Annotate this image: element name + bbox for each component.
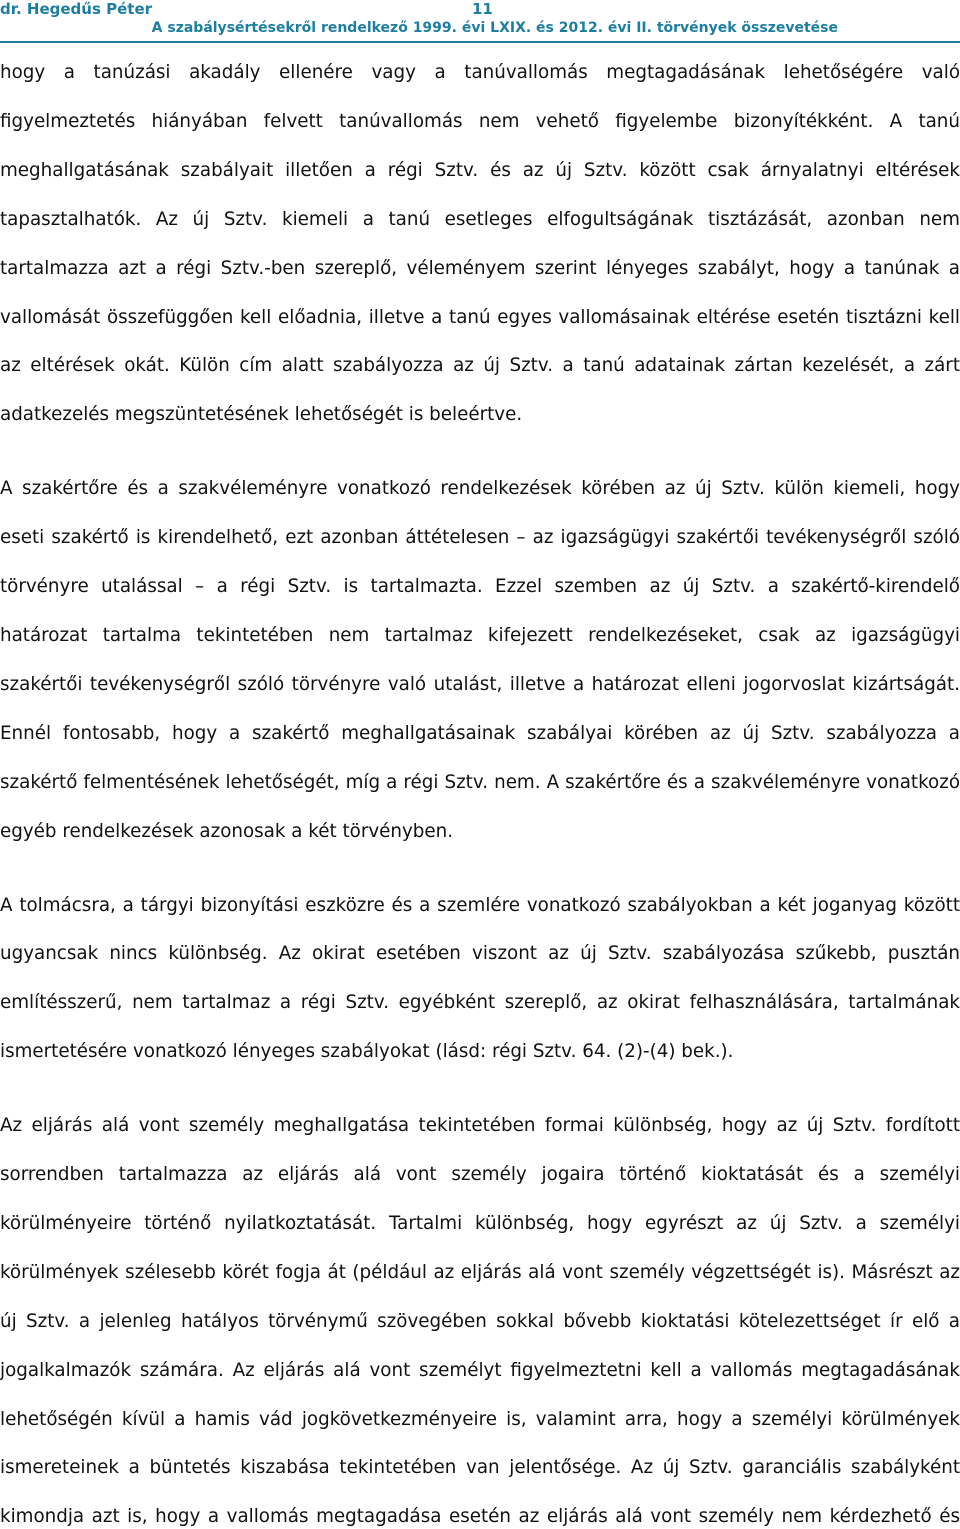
paragraph-interpreter-evidence: A tolmácsra, a tárgyi bizonyítási eszközre és a szemlére vonatkozó szabályokban a két joganyag között ugyancsak nincs különbség. Az okirat esetében viszont az új Sztv. szabályozása szűkebb, pusztán említésszerű, nem tartalmaz a régi Sztv. egyébként szereplő, az okirat felhasználására, tartalmának ismertetésére vonatkozó lényeges szabályokat (lásd: régi Sztv. 64. (2)-(4) bek.). [0, 894, 960, 1063]
body-text [0, 49, 960, 1529]
paragraph-expert-rules: A szakértőre és a szakvéleményre vonatkozó rendelkezések körében az új Sztv. külön kiemeli, hogy eseti szakértő is kirendelhető, ezt azonban áttételesen – az igazságügyi szakértői tevékenységről szóló törvényre utalással – a régi Sztv. is tartalmazta. Ezzel szemben az új Sztv. a szakértő-kirendelő határozat tartalma tekintetében nem tartalmaz kifejezett rendelkezéseket, csak az igazságügyi szakértői tevékenységről szóló törvényre való utalást, illetve a határozat elleni jogorvoslat kizártságát. Ennél fontosabb, hogy a szakértő meghallgatásainak szabályai körében az új Sztv. szabályozza a szakértő felmentésének lehetőségét, míg a régi Sztv. nem. A szakértőre és a szakvéleményre vonatkozó egyéb rendelkezések azonosak a két törvényben. [0, 478, 960, 842]
page-header [0, 0, 960, 44]
header-author: dr. Hegedűs Péter [0, 0, 153, 18]
header-divider [0, 41, 960, 43]
paragraph-witness-rules: hogy a tanúzási akadály ellenére vagy a tanúvallomás megtagadásának lehetőségére való figyelmeztetés hiányában felvett tanúvallomás nem vehető figyelembe bizonyítékként. A tanú meghallgatásának szabályait illetően a régi Sztv. és az új Sztv. között csak árnyalatnyi eltérések tapasztalhatók. Az új Sztv. kiemeli a tanú esetleges elfogultságának tisztázását, azonban nem tartalmazza azt a régi Sztv.-ben szereplő, véleményem szerint lényeges szabályt, hogy a tanúnak a vallomását összefüggően kell előadnia, illetve a tanú egyes vallomásainak eltérése esetén tisztázni kell az eltérések okát. Külön cím alatt szabályozza az új Sztv. a tanú adatainak zártan kezelését, a zárt adatkezelés megszüntetésének lehetőségét is beleértve. [0, 62, 960, 426]
header-document-title: A szabálysértésekről rendelkező 1999. évi LXIX. és 2012. évi II. törvények összevetése [151, 20, 838, 36]
header-page-number: 11 [472, 0, 493, 18]
paragraph-accused-hearing: Az eljárás alá vont személy meghallgatása tekintetében formai különbség, hogy az új Sztv. fordított sorrendben tartalmazza az eljárás alá vont személy jogaira történő kioktatását és a személyi körülményeire történő nyilatkoztatását. Tartalmi különbség, hogy egyrészt az új Sztv. a személyi körülmények szélesebb körét fogja át (például az eljárás alá vont személy végzettségét is). Másrészt az új Sztv. a jelenleg hatályos törvénymű szövegében sokkal bővebb kioktatási kötelezettséget ír elő a jogalkalmazók számára. Az eljárás alá vont személyt figyelmeztetni kell a vallomás megtagadásának lehetőségén kívül a hamis vád jogkövetkezményeire is, valamint arra, hogy a személyi körülmények ismereteinek a büntetés kiszabása tekintetében van jelentősége. Az új Sztv. garanciális szabályként kimondja azt is, hogy a vallomás megtagadása esetén az eljárás alá vont személy nem kérdezhető és [0, 1115, 960, 1528]
